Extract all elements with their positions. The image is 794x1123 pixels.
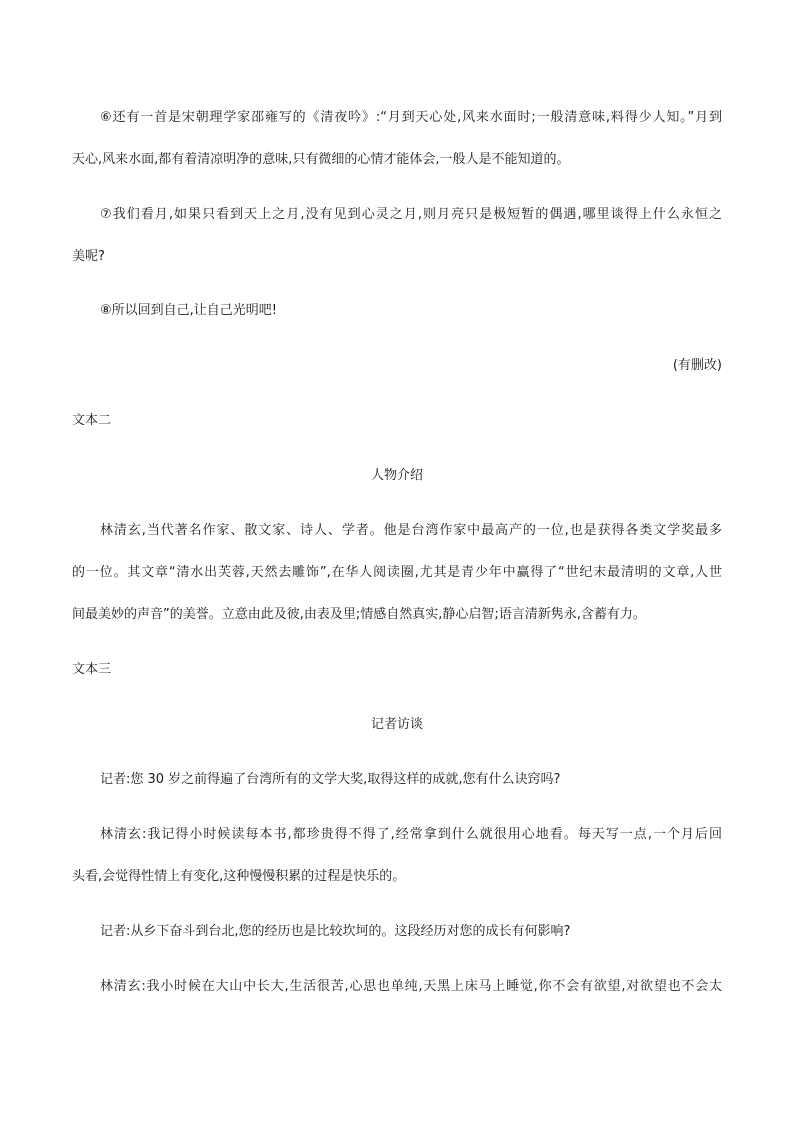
section-title-interview: 记者访谈 bbox=[370, 717, 423, 732]
edit-note: (有删改) bbox=[672, 358, 722, 373]
intro-line-2: 的一位。其文章“清水出芙蓉,天然去雕饰”,在华人阅读圈,尤其是青少年中赢得了“世纪末最清明的文章,人世 bbox=[72, 565, 722, 580]
intro-line-1: 林清玄,当代著名作家、散文家、诗人、学者。他是台湾作家中最高产的一位,也是获得各类文学奖最多 bbox=[100, 523, 722, 538]
interview-answer-2-line-1: 林清玄:我小时候在大山中长大,生活很苦,心思也单纯,天黑上床马上睡觉,你不会有欲望,对欲望也不会太 bbox=[100, 979, 722, 994]
paragraph-6-line-1: ⑥还有一首是宋朝理学家邵雍写的《清夜吟》:“月到天心处,风来水面时;一般清意味,料得少人知。”月到 bbox=[100, 110, 722, 125]
section-title-person-intro: 人物介绍 bbox=[370, 468, 423, 483]
paragraph-7-line-1: ⑦我们看月,如果只看到天上之月,没有见到心灵之月,则月亮只是极短暂的偶遇,哪里谈得上什么永恒之 bbox=[100, 207, 722, 222]
intro-line-3: 间最美妙的声音”的美誉。立意由此及彼,由表及里;情感自然真实,静心启智;语言清新隽永,含蓄有力。 bbox=[72, 607, 646, 622]
section-label-text-three: 文本三 bbox=[72, 662, 112, 677]
paragraph-8: ⑧所以回到自己,让自己光明吧! bbox=[100, 303, 277, 318]
section-label-text-two: 文本二 bbox=[72, 413, 112, 428]
paragraph-6-line-2: 天心,风来水面,都有着清凉明净的意味,只有微细的心情才能体会,一般人是不能知道的。 bbox=[72, 152, 570, 167]
interview-answer-1-line-2: 头看,会觉得性情上有变化,这种慢慢积累的过程是快乐的。 bbox=[72, 869, 406, 884]
interview-question-1: 记者:您 30 岁之前得遍了台湾所有的文学大奖,取得这样的成就,您有什么诀窍吗? bbox=[100, 772, 561, 787]
paragraph-7-line-2: 美呢? bbox=[72, 249, 105, 264]
interview-question-2: 记者:从乡下奋斗到台北,您的经历也是比较坎坷的。这段经历对您的成长有何影响? bbox=[100, 924, 571, 939]
interview-answer-1-line-1: 林清玄:我记得小时候读每本书,都珍贵得不得了,经常拿到什么就很用心地看。每天写一点,一个月后回 bbox=[100, 827, 722, 842]
